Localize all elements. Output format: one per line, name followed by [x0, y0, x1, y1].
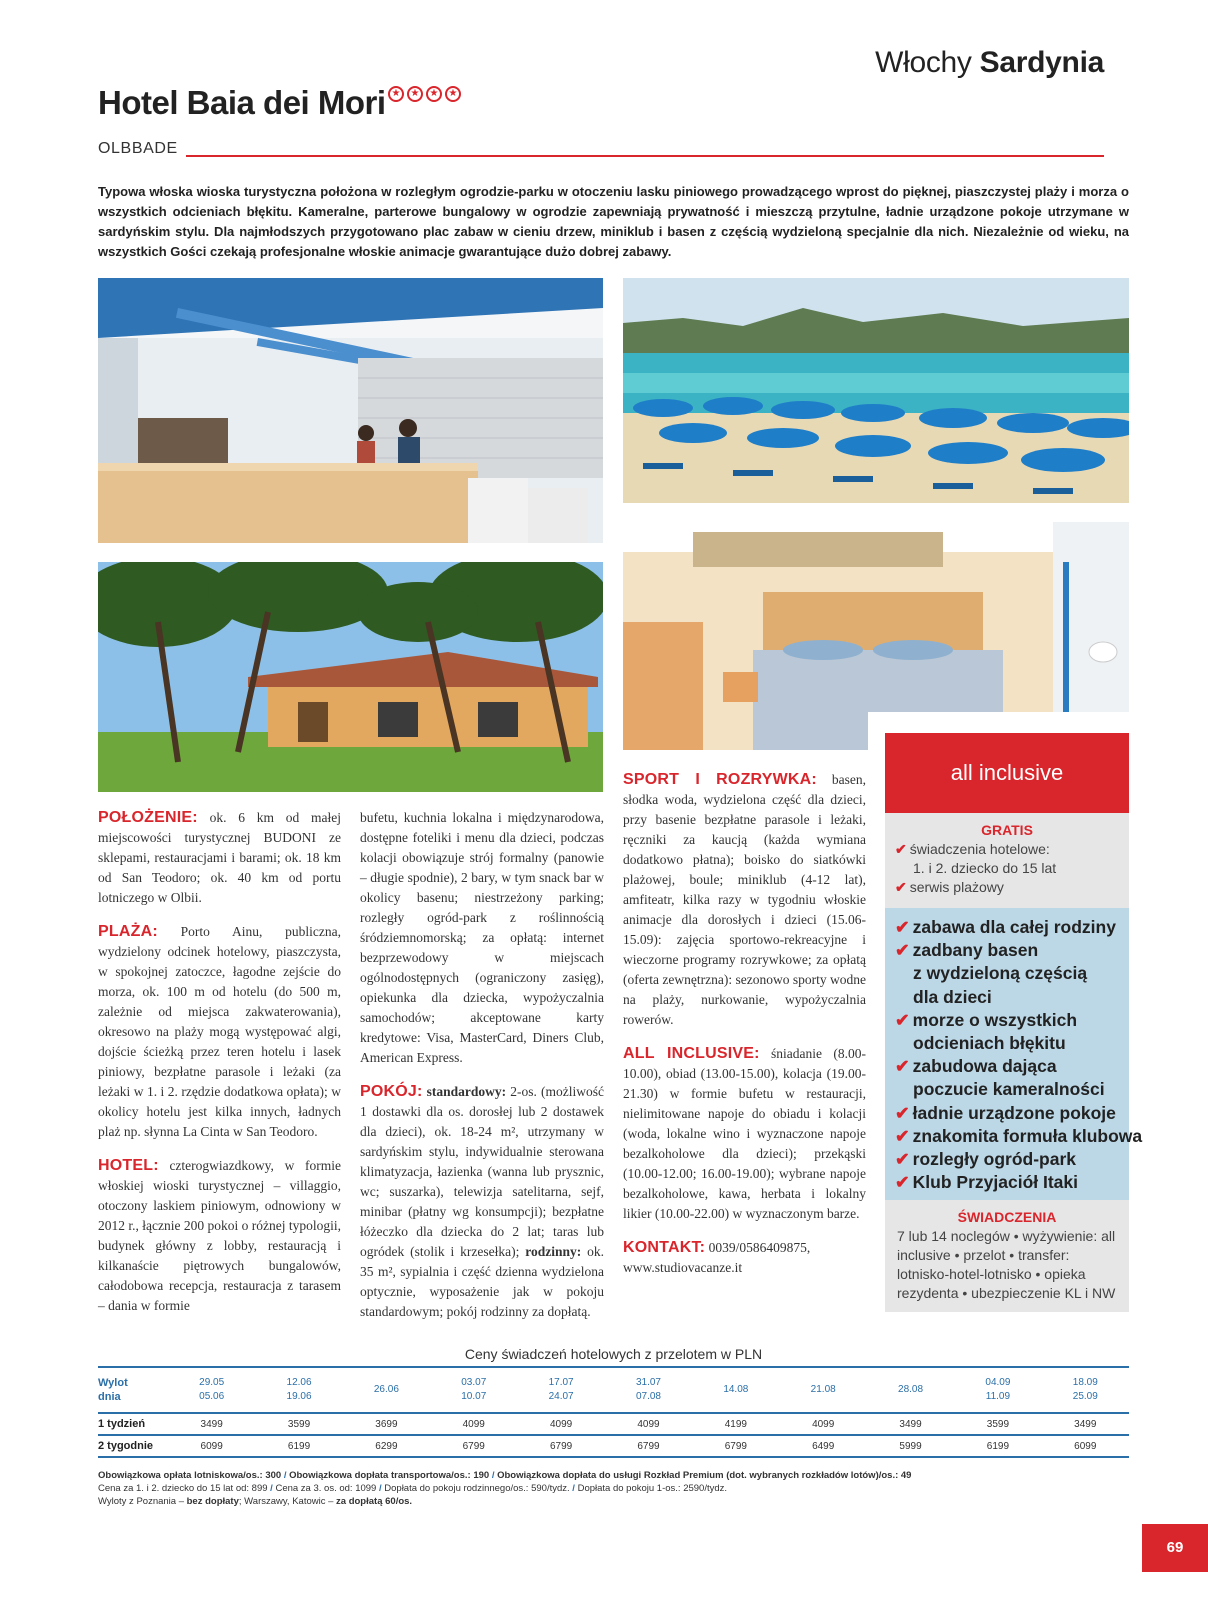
price-cell: 3599 [255, 1413, 342, 1435]
hotel-stars [388, 86, 461, 102]
price-cell: 3499 [1042, 1413, 1129, 1435]
advantage-item: ✔ zabawa dla całej rodziny [895, 917, 1116, 937]
price-cell: 6799 [605, 1435, 692, 1457]
section-heading: ALL INCLUSIVE: [623, 1045, 760, 1062]
advantage-item: ✔ ładnie urządzone pokoje [895, 1102, 1116, 1123]
price-row [98, 1413, 1129, 1435]
note-item: Cena za 1. i 2. dziecko do 15 lat od: 899 [98, 1483, 268, 1494]
price-row [98, 1435, 1129, 1457]
note-item: Obowiązkowa opłata lotniskowa/os.: 300 [98, 1470, 282, 1481]
price-table [98, 1366, 1129, 1458]
duration-label: 2 tygodnie [98, 1435, 168, 1457]
price-cell: 6499 [780, 1435, 867, 1457]
section-text: czterogwiazdkowy, w formie włoskiej wioski turystycznej – villaggio, otoczony laskiem piniowym, odnowiony w 2012 r., łącznie 200 pokoi o różnej typologii, budynek główny z lobby, restauracją i kilkanaście piętrowych bungalowów, całodobowa recepcja, restauracja z tarasem – dania w formie [98, 1158, 341, 1313]
section-heading: POKÓJ: [360, 1083, 423, 1100]
separator: / [281, 1470, 290, 1481]
duration-label: 1 tydzień [98, 1413, 168, 1435]
advantage-item: ✔ zadbany basen [895, 940, 1039, 961]
price-cell: 6799 [692, 1435, 779, 1457]
price-cell: 3499 [168, 1413, 255, 1435]
section-sport [623, 770, 866, 1030]
star-icon: ★ [426, 86, 442, 102]
section-plaza [98, 922, 341, 1142]
price-table-title: Ceny świadczeń hotelowych z przelotem w PLN [464, 1346, 763, 1362]
departure-date: 29.05 05.06 [168, 1367, 255, 1413]
section-heading: HOTEL: [98, 1157, 159, 1174]
contact-website: www.studiovacanze.it [623, 1260, 743, 1275]
price-cell: 5999 [867, 1435, 954, 1457]
departure-date: 26.06 [343, 1367, 430, 1413]
note-item: Dopłata do pokoju 1-os.: 2590/tydz. [577, 1483, 728, 1494]
departure-label: Wylot dnia [98, 1367, 168, 1413]
section-text: basen, słodka woda, wydzielona część dla dzieci, przy basenie bezpłatne parasole i leżaki, ręczniki za kaucją (każda wymiana dodatkowo płatna); boisko do siatkówki plażowej, boule; miniklub (4-12 lat), amfiteatr, kilka razy w tygodniu włoskie animacje dla dorosłych i dzieci (15.06-15.09): zajęcia sportowo-rekreacyjne i wieczorne programy rozrywkowe; za opłatą (oferta zewnętrzna): sezonowo sporty wodne na plaży, nurkowanie, wypożyczalnia rowerów. [623, 772, 866, 1027]
section-text: 2-os. (możliwość 1 dostawki dla os. dorosłej lub 2 dostawek dla dzieci), ok. 18-24 m², utrzymany w sardyńskim stylu, indywidualnie sterowana klimatyzacja, łazienka (wanna lub prysznic, wc; suszarka), telewizja satelitarna, sejf, minibar (płatny wg konsumpcji); bezpłatne łóżeczko dla dziecka do 2 lat; taras lub ogródek (stolik i krzesełka); [360, 1084, 604, 1259]
column-3 [623, 770, 866, 1292]
departure-date: 12.06 19.06 [255, 1367, 342, 1413]
country-name: Włochy [875, 46, 972, 79]
column-2 [360, 808, 604, 1336]
page-number: 69 [1142, 1524, 1208, 1572]
note-item: Cena za 3. os. od: 1099 [275, 1483, 377, 1494]
departure-date: 14.08 [692, 1367, 779, 1413]
advantage-item: ✔ rozległy ogród-park [895, 1149, 1077, 1170]
photo-beach [623, 278, 1129, 503]
section-heading: SPORT I ROZRYWKA: [623, 771, 817, 788]
room-type-label: standardowy: [426, 1084, 507, 1099]
price-cell: 6199 [255, 1435, 342, 1457]
advantage-item: dla dzieci [913, 986, 992, 1007]
price-cell: 4199 [692, 1413, 779, 1435]
price-cell: 6299 [343, 1435, 430, 1457]
advantage-item: ✔ Klub Przyjaciół Itaki [895, 1172, 1078, 1193]
photo-bar [98, 278, 603, 543]
gratis-box [885, 813, 1129, 908]
price-cell: 3599 [954, 1413, 1041, 1435]
section-hotel-cont [360, 808, 604, 1068]
section-text: bufetu, kuchnia lokalna i międzynarodowa, dostępne foteliki i menu dla dzieci, podczas kolacji obowiązuje strój formalny (panowie – długie spodnie), 2 bary, w tym snack bar w okolicy basenu; niestrzeżony parking; rozległy ogród-park z roślinnością śródziemnomorską; za opłatą: internet bezprzewodowy w miejscach ogólnodostępnych (ograniczony zasięg), opiekunka dla dziecka, wypożyczalnia samochodów; akceptowane karty kredytowe: Visa, MasterCard, Diners Club, American Express. [360, 810, 604, 1065]
price-cell: 6099 [1042, 1435, 1129, 1457]
section-pokoj [360, 1082, 604, 1322]
price-cell: 4099 [605, 1413, 692, 1435]
board-type-banner: all inclusive [885, 733, 1129, 813]
note-item: Dopłata do pokoju rodzinnego/os.: 590/tydz. [384, 1483, 570, 1494]
star-icon: ★ [407, 86, 423, 102]
departure-date: 28.08 [867, 1367, 954, 1413]
separator: / [376, 1483, 385, 1494]
check-icon: ✔ [895, 1125, 910, 1146]
star-icon: ★ [445, 86, 461, 102]
section-text: ok. 6 km od małej miejscowości turystycznej BUDONI ze sklepami, restauracjami i barami; ok. 18 km od San Teodoro; ok. 40 km od portu lotniczego w Olbii. [98, 810, 341, 905]
notes-line: Wyloty z Poznania – bez dopłaty; Warszawy, Katowic – za dopłatą 60/os. [98, 1496, 413, 1507]
check-icon: ✔ [895, 940, 910, 961]
check-icon: ✔ [895, 1172, 910, 1193]
photo-bungalow [98, 562, 603, 792]
section-kontakt [623, 1238, 866, 1278]
swiadczenia-title: ŚWIADCZENIA [957, 1209, 1057, 1225]
advantage-item: ✔ morze o wszystkich [895, 1009, 1078, 1030]
star-icon: ★ [388, 86, 404, 102]
price-header-row [98, 1367, 1129, 1413]
price-cell: 6099 [168, 1435, 255, 1457]
gratis-item: 1. i 2. dziecko do 15 lat [913, 860, 1057, 876]
price-cell: 6199 [954, 1435, 1041, 1457]
separator: / [267, 1483, 276, 1494]
section-hotel [98, 1156, 341, 1316]
note-item: Obowiązkowa dopłata transportowa/os.: 190 [289, 1470, 490, 1481]
advantage-item: ✔ zabudowa dająca [895, 1056, 1057, 1077]
swiadczenia-text: 7 lub 14 noclegów • wyżywienie: all inclusive • przelot • transfer: lotnisko-hotel-lotnisko • opieka rezydenta • ubezpieczenie KL i NW [897, 1228, 1116, 1301]
section-text: śniadanie (8.00-10.00), obiad (13.00-15.00), kolacja (19.00-21.30) w formie bufetu w restauracji, nielimitowane napoje do obiadu i kolacji (woda, lokalne wino i wyznaczone napoje bezalkoholowe dla dzieci); przekąski (10.00-12.00; 16.00-19.00); wybrane napoje bezalkoholowe, kawa, herbata i lokalny likier (10.00-22.00) w wyznaczonym barze. [623, 1046, 866, 1221]
section-heading: PLAŻA: [98, 923, 158, 940]
region-name: Sardynia [979, 46, 1104, 79]
section-heading: POŁOŻENIE: [98, 809, 198, 826]
advantages-box [885, 908, 1143, 1200]
separator: / [569, 1483, 578, 1494]
check-icon: ✔ [895, 1009, 910, 1030]
gratis-item: ✔ serwis plażowy [895, 879, 1004, 895]
departure-date: 17.07 24.07 [517, 1367, 604, 1413]
advantage-item: poczucie kameralności [913, 1079, 1105, 1100]
section-heading: KONTAKT: [623, 1239, 706, 1256]
price-cell: 3699 [343, 1413, 430, 1435]
location-divider [186, 155, 1104, 157]
gratis-item: ✔ świadczenia hotelowe: [895, 841, 1050, 857]
separator: / [489, 1470, 498, 1481]
gratis-title: GRATIS [981, 822, 1033, 838]
check-icon: ✔ [895, 1149, 910, 1170]
check-icon: ✔ [895, 917, 910, 937]
region-heading [875, 46, 1104, 80]
swiadczenia-box [885, 1200, 1129, 1312]
section-all-inclusive [623, 1044, 866, 1224]
check-icon: ✔ [895, 879, 907, 895]
hotel-name: Hotel Baia dei Mori [98, 84, 386, 121]
hotel-location: OLBBADE [98, 140, 178, 157]
section-polozenie [98, 808, 341, 908]
check-icon: ✔ [895, 841, 907, 857]
price-cell: 4099 [517, 1413, 604, 1435]
notes-line [98, 1482, 1129, 1495]
departure-date: 04.09 11.09 [954, 1367, 1041, 1413]
advantage-item: z wydzieloną częścią [913, 963, 1088, 984]
departure-date: 31.07 07.08 [605, 1367, 692, 1413]
price-cell: 6799 [430, 1435, 517, 1457]
room-type-label: rodzinny: [525, 1244, 582, 1259]
price-cell: 4099 [780, 1413, 867, 1435]
price-cell: 6799 [517, 1435, 604, 1457]
advantage-item: ✔ znakomita formuła klubowa [895, 1125, 1143, 1146]
contact-phone: 0039/0586409875, [708, 1240, 811, 1255]
intro-text: Typowa włoska wioska turystyczna położona w rozległym ogrodzie-parku w otoczeniu lasku piniowego prowadzącego wprost do pięknej, piaszczystej plaży i morza o wszystkich odcieniach błękitu. Kameralne, parterowe bungalowy w ogrodzie zapewniają prywatność i mieszczą przytulne, ładnie urządzone pokoje utrzymane w sardyńskim stylu. Dla najmłodszych przygotowano plac zabaw w cieniu drzew, miniklub i basen z częścią wydzieloną specjalnie dla nich. Niezależnie od wieku, na wszystkich Gości czekają profesjonalne włoskie animacje gwarantujące dużo dobrej zabawy. [98, 184, 1129, 259]
note-item: Obowiązkowa dopłata do usługi Rozkład Premium (dot. wybranych rozkładów lotów)/os.: 49 [497, 1470, 912, 1481]
departure-date: 03.07 10.07 [430, 1367, 517, 1413]
departure-date: 18.09 25.09 [1042, 1367, 1129, 1413]
section-text: ok. 35 m², sypialnia i część dzienna wydzielona optycznie, wyposażenie jak w pokoju standardowym; pokój rodzinny za dopłatą. [360, 1244, 605, 1319]
price-notes [98, 1469, 1129, 1508]
check-icon: ✔ [895, 1102, 910, 1123]
price-cell: 4099 [430, 1413, 517, 1435]
price-cell: 3499 [867, 1413, 954, 1435]
notes-line [98, 1469, 1129, 1482]
departure-date: 21.08 [780, 1367, 867, 1413]
column-1 [98, 808, 341, 1330]
check-icon: ✔ [895, 1056, 910, 1077]
advantage-item: odcieniach błękitu [913, 1033, 1066, 1054]
section-text: Porto Ainu, publiczna, wydzielony odcinek hotelowy, piaszczysta, w spokojnej zatoczce, łagodne zejście do morza, ok. 100 m od hotelu (do 500 m, zależnie od miejsca zakwaterowania), okresowo na plaży mogą występować algi, dojście ścieżką przez teren hotelu i lasek piniowy, bezpłatne parasole i leżaki (za leżaki w 1. i 2. rzędzie dodatkowa opłata); w okolicy hotelu jest kilka innych, ładnych plaż np. słynna La Cinta w San Teodoro. [98, 924, 341, 1139]
